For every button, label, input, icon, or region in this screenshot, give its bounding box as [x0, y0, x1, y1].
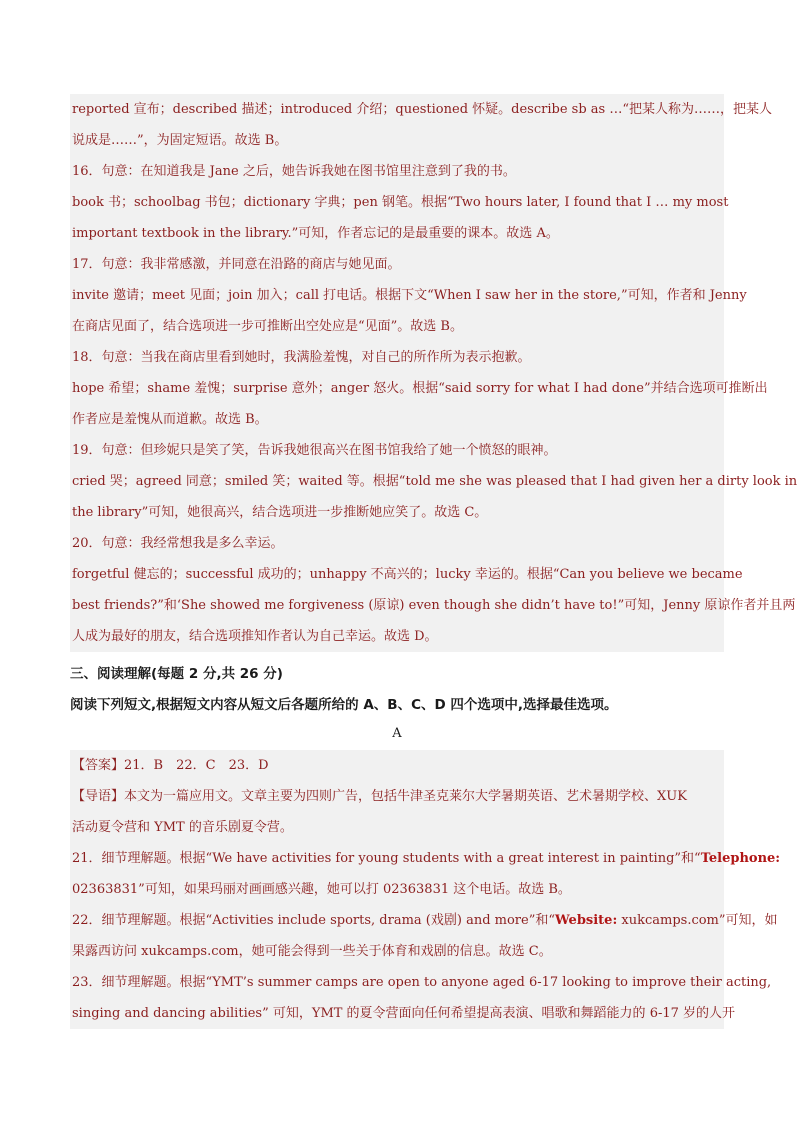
text-line: 人成为最好的朋友，结合选项推知作者认为自己幸运。故选 D。	[72, 629, 438, 644]
text-line: the library”可知，她很高兴，结合选项进一步推断她应笑了。故选 C。	[72, 505, 488, 520]
section-instruction: 阅读下列短文,根据短文内容从短文后各题所给的 A、B、C、D 四个选项中,选择最佳选项。	[70, 697, 618, 713]
explanation-block-lower	[70, 750, 781, 1029]
explanation-block-upper	[70, 94, 797, 652]
text-line: best friends?”和‘She showed me forgiveness (原谅) even though she didn’t have to!”可知，Jenny 原谅作者并且两	[72, 598, 796, 613]
section-title: 三、阅读理解(每题 2 分,共 26 分)	[70, 666, 283, 682]
passage-label: A	[392, 726, 402, 741]
text-line: reported 宣布；described 描述；introduced 介绍；questioned 怀疑。describe sb as …“把某人称为……，把某人	[72, 102, 772, 117]
website-label: Website:	[555, 913, 618, 928]
q21-text: 21．细节理解题。根据“We have activities for young students with a great interest in painting”和“	[72, 851, 701, 866]
text-line: 20．句意：我经常想我是多么幸运。	[72, 536, 284, 551]
text-line: 16．句意：在知道我是 Jane 之后，她告诉我她在图书馆里注意到了我的书。	[72, 164, 516, 179]
text-line: invite 邀请；meet 见面；join 加入；call 打电话。根据下文“When I saw her in the store,”可知，作者和 Jenny	[72, 288, 747, 303]
text-line: forgetful 健忘的；successful 成功的；unhappy 不高兴的；lucky 幸运的。根据“Can you believe we became	[72, 567, 743, 582]
q21-line	[72, 843, 781, 874]
text-line: 17．句意：我非常感激，并同意在沿路的商店与她见面。	[72, 257, 401, 272]
text-line: hope 希望；shame 羞愧；surprise 意外；anger 怒火。根据“said sorry for what I had done”并结合选项可推断出	[72, 381, 768, 396]
text-line: 作者应是羞愧从而道歉。故选 B。	[72, 412, 268, 427]
q22-line: 果露西访问 xukcamps.com，她可能会得到一些关于体育和戏剧的信息。故选 C。	[72, 944, 552, 959]
q22-text: 22．细节理解题。根据“Activities include sports, drama (戏剧) and more”和“	[72, 913, 556, 928]
guide-line: 活动夏令营和 YMT 的音乐剧夏令营。	[72, 820, 293, 835]
guide-line: 【导语】本文为一篇应用文。文章主要为四则广告，包括牛津圣克莱尔大学暑期英语、艺术暑期学校、XUK	[72, 789, 687, 804]
answer-line: 【答案】21．B 22．C 23．D	[72, 758, 269, 773]
text-line: 18．句意：当我在商店里看到她时，我满脸羞愧，对自己的所作所为表示抱歉。	[72, 350, 531, 365]
text-line: book 书；schoolbag 书包；dictionary 字典；pen 钢笔。根据“Two hours later, I found that I … my most	[72, 195, 729, 210]
text-line: 19．句意：但珍妮只是笑了笑，告诉我她很高兴在图书馆我给了她一个愤怒的眼神。	[72, 443, 557, 458]
q23-line: 23．细节理解题。根据“YMT’s summer camps are open to anyone aged 6-17 looking to improve their acting,	[72, 975, 772, 990]
q23-line: singing and dancing abilities” 可知，YMT 的夏令营面向任何希望提高表演、唱歌和舞蹈能力的 6-17 岁的人开	[72, 1006, 736, 1021]
text-line: 在商店见面了，结合选项进一步可推断出空处应是“见面”。故选 B。	[72, 319, 463, 334]
text-line: cried 哭；agreed 同意；smiled 笑；waited 等。根据“told me she was pleased that I had given her a dirty look in	[72, 474, 797, 489]
q22-line	[72, 905, 778, 936]
text-line: 说成是……”，为固定短语。故选 B。	[72, 133, 288, 148]
text-line: important textbook in the library.”可知，作者忘记的是最重要的课本。故选 A。	[72, 226, 559, 241]
telephone-label: Telephone:	[700, 851, 781, 866]
q22-text-post: xukcamps.com”可知，如	[617, 913, 778, 928]
q21-line: 02363831”可知，如果玛丽对画画感兴趣，她可以打 02363831 这个电话。故选 B。	[72, 882, 571, 897]
